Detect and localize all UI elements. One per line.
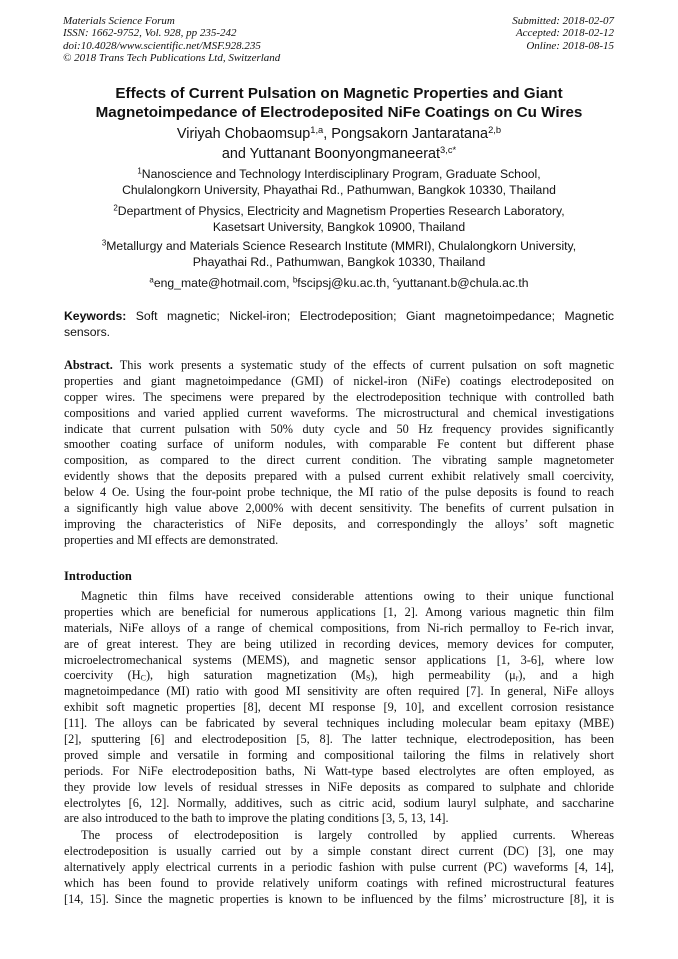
body-line: electrodeposition is usually carried out by a simple constant direct current (DC) [3], one may <box>64 843 614 858</box>
body-line: exhibit soft magnetic properties [8], decent MI response [9, 10], and excellent corrosion resistance <box>64 700 614 715</box>
subscript: S <box>366 674 371 684</box>
body-line: periods. For NiFe electrodeposition baths, Ni Watt-type based electrolytes are often employed, as <box>64 763 614 778</box>
abstract-line: properties and giant magnetoimpedance (GMI) of nickel-iron (NiFe) coatings electrodeposited on <box>64 373 614 388</box>
abstract-line: smoother coating surface of uniform nodules, with comparable Fe content but different phase <box>64 437 614 452</box>
author-name: Viriyah Chobaomsup <box>176 126 311 142</box>
journal-info <box>63 15 393 65</box>
body-line <box>64 668 614 684</box>
abstract-text: This work presents a systematic study of the effects of current pulsation on soft magnetic <box>112 358 614 372</box>
doi-line: doi:10.4028/www.scientific.net/MSF.928.235 <box>63 39 261 52</box>
author-list <box>40 124 638 164</box>
abstract-line: composition, as compared to the direct current condition. The vibrating sample magnetometer <box>64 453 614 468</box>
paper-title <box>55 84 623 122</box>
dates-info <box>374 15 614 52</box>
affiliation <box>40 238 638 270</box>
affiliation-text: Metallurgy and Materials Science Research Institute (MMRI), Chulalongkorn University, <box>106 239 577 253</box>
intro-paragraph <box>64 828 614 907</box>
email-line <box>40 275 638 291</box>
subscript: C <box>140 674 146 684</box>
abstract-line: compositions and varied applied current waveforms. The microstructural and chemical investigations <box>64 405 614 420</box>
body-line: they provide low levels of residual stresses in NiFe deposits as compared to sulphate and chloride <box>64 779 614 794</box>
body-text: ), and a high <box>518 668 614 683</box>
body-line: electrolytes [6, 12]. Normally, additives, such as citric acid, sodium lauryl sulphate, and saccharine <box>64 795 614 810</box>
affil-number: 1 <box>137 166 142 176</box>
abstract-line: a significantly high value above 2,000% with decent sensitivity. The benefits of current pulsation in <box>64 501 614 516</box>
author-name: Pongsakorn Jantaratana <box>331 126 489 142</box>
section-heading: Introduction <box>64 569 132 583</box>
affiliation-text: Department of Physics, Electricity and Magnetism Properties Research Laboratory, <box>117 204 565 218</box>
abstract-line: indicate that current pulsation with 50% duty cycle and 50 Hz frequency provides significantly <box>64 421 614 436</box>
body-line: Magnetic thin films have received considerable attentions owing to their unique functional <box>81 589 614 603</box>
affiliation-line <box>40 166 638 182</box>
affiliation-line: Kasetsart University, Bangkok 10900, Thailand <box>212 220 466 234</box>
issn-line: ISSN: 1662-9752, Vol. 928, pp 235-242 <box>63 27 237 40</box>
accepted-date: Accepted: 2018-02-12 <box>515 27 614 40</box>
body-line: The process of electrodeposition is largely controlled by applied currents. Whereas <box>81 828 614 842</box>
email-mark: c <box>392 275 397 285</box>
abstract-line: improving the characteristics of NiFe deposits, and correspondingly the alloys’ soft magnetic <box>64 516 614 531</box>
body-line: microelectromechanical systems (MEMS), and magnetic sensor applications [1, 3-6], where low <box>64 652 614 667</box>
body-line: proved simple and versatile in forming and compositional tailoring the films in relatively short <box>64 747 614 762</box>
body-line: materials, NiFe alloys of a range of chemical compositions, from Ni-rich permalloy to Fe-rich invar, <box>64 620 614 635</box>
abstract-line: evidently shows that the deposits prepared with a pulsed current exhibit relatively small coercivity, <box>64 469 614 484</box>
author-separator: , <box>323 126 332 142</box>
author-affil-mark: 2,b <box>488 124 502 135</box>
body-line: magnetoimpedance (MI) ratio with good MI sensitivity are often required [7]. In general, NiFe alloys <box>64 684 614 699</box>
email-link[interactable]: eng_mate@hotmail.com, <box>153 276 293 290</box>
email-link[interactable]: yuttanant.b@chula.ac.th <box>396 276 529 290</box>
author-line <box>40 124 638 144</box>
affil-number: 3 <box>101 238 107 248</box>
author-line <box>40 144 638 164</box>
author-affil-mark: 3,c* <box>440 144 457 155</box>
abstract-line: below 4 Oe. Using the four-point probe technique, the MI ratio of the pulse deposits is found to reach <box>64 485 614 500</box>
email-list <box>40 275 638 291</box>
title-line: Magnetoimpedance of Electrodeposited NiFe Coatings on Cu Wires <box>95 104 583 121</box>
author-conjunction: and <box>221 146 250 162</box>
body-line: alternatively apply electrical currents in a periodic fashion with pulse current (PC) waveforms [4, 14], <box>64 859 614 874</box>
keywords-line <box>64 308 614 324</box>
email-mark: a <box>149 275 154 285</box>
affiliation-line: Phayathai Rd., Pathumwan, Bangkok 10330, Thailand <box>192 255 486 269</box>
abstract-line <box>64 358 614 374</box>
keywords-text: Soft magnetic; Nickel-iron; Electrodeposition; Giant magnetoimpedance; Magnetic <box>126 309 614 323</box>
journal-name: Materials Science Forum <box>63 15 175 27</box>
copyright-line: © 2018 Trans Tech Publications Ltd, Switzerland <box>63 52 281 65</box>
body-text: ), high saturation magnetization (M <box>145 668 366 683</box>
body-line: are also introduced to the bath to improve the plating conditions [3, 5, 13, 14]. <box>64 811 449 826</box>
abstract-label: Abstract. <box>64 358 113 372</box>
body-text: ), high permeability (μ <box>370 668 516 683</box>
subscript: r <box>515 674 519 684</box>
body-line: [14, 15]. Since the magnetic properties is known to be influenced by the films’ microstructure [8], it is <box>64 891 614 906</box>
body-text: coercivity (H <box>64 668 141 683</box>
email-link[interactable]: fscipsj@ku.ac.th, <box>297 276 393 290</box>
email-mark: b <box>292 275 298 285</box>
affiliation <box>40 203 638 235</box>
abstract-line: copper wires. The specimens were prepared by the electrodeposition technique with controlled bath <box>64 389 614 404</box>
submitted-date: Submitted: 2018-02-07 <box>512 15 614 27</box>
abstract <box>64 358 614 549</box>
affil-number: 2 <box>113 203 118 213</box>
affiliation-line: Chulalongkorn University, Phayathai Rd., Pathumwan, Bangkok 10330, Thailand <box>122 183 556 197</box>
title-line: Effects of Current Pulsation on Magnetic Properties and Giant <box>115 85 563 102</box>
affiliation <box>40 166 638 198</box>
author-name: Yuttanant Boonyongmaneerat <box>249 146 441 162</box>
body-line: which has been found to provide relatively uniform coatings with refined microstructural features <box>64 875 614 890</box>
affiliation-line <box>40 203 638 219</box>
intro-paragraph <box>64 589 614 827</box>
online-date: Online: 2018-08-15 <box>526 39 614 52</box>
body-line: are of great interest. They are being utilized in recording devices, memory devices for computer, <box>64 636 614 651</box>
affiliation-line <box>40 238 638 254</box>
keywords-line: sensors. <box>64 325 111 339</box>
author-affil-mark: 1,a <box>310 124 324 135</box>
abstract-line: properties and MI effects are demonstrated. <box>64 532 279 547</box>
body-line: [11]. The alloys can be fabricated by several techniques including molecular beam epitaxy (MBE) <box>64 716 614 731</box>
body-line: [2], sputtering [6] and electrodeposition [5, 8]. The latter technique, electrodeposition, has been <box>64 732 614 747</box>
affiliation-text: Nanoscience and Technology Interdisciplinary Program, Graduate School, <box>141 167 541 181</box>
keywords-label: Keywords: <box>64 309 127 323</box>
body-line: properties which are beneficial for numerous applications [1, 2]. Among various magnetic thin film <box>64 604 614 619</box>
